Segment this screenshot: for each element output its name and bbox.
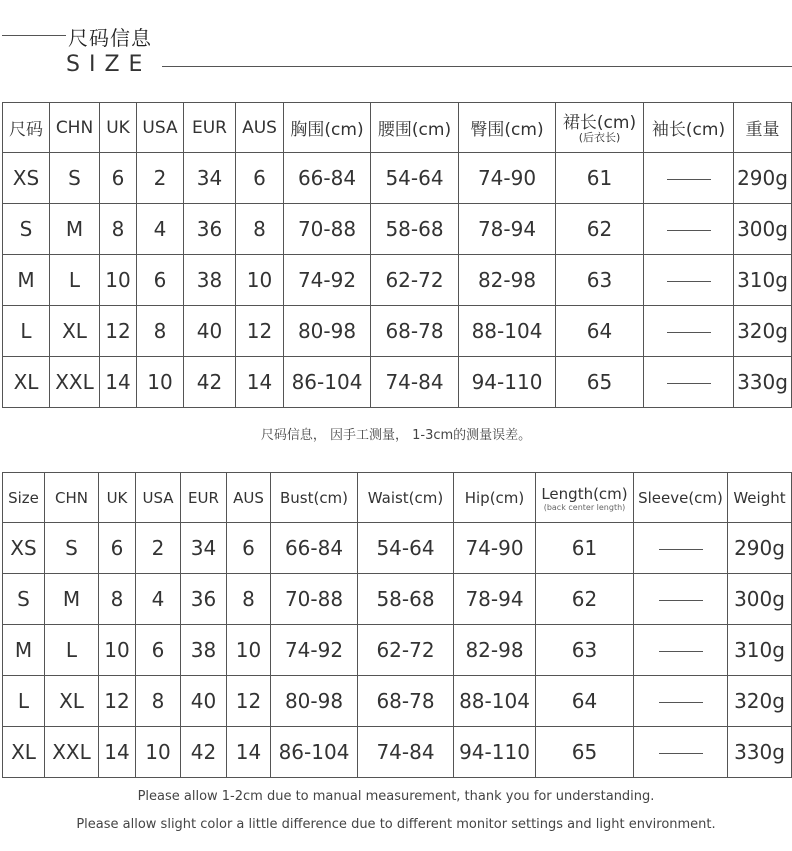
cell-bust: 70-88 bbox=[284, 204, 371, 255]
color-note-english: Please allow slight color a little difference due to different monitor settings and light environment. bbox=[76, 817, 716, 832]
cell-length: 63 bbox=[556, 255, 644, 306]
cell-chn: M bbox=[50, 204, 100, 255]
header-cell-hip: 臀围(cm) bbox=[459, 103, 556, 153]
cell-uk: 10 bbox=[100, 255, 137, 306]
cell-sleeve-empty bbox=[644, 306, 734, 357]
cell-bust: 86-104 bbox=[284, 357, 371, 408]
cell-size: XS bbox=[3, 523, 45, 574]
cell-weight: 320g bbox=[734, 306, 792, 357]
cell-aus: 6 bbox=[227, 523, 271, 574]
cell-chn: M bbox=[45, 574, 99, 625]
dash-divider bbox=[659, 753, 703, 754]
header-cell-uk: UK bbox=[100, 103, 137, 153]
cell-size: M bbox=[3, 255, 50, 306]
cell-uk: 12 bbox=[100, 306, 137, 357]
cell-sleeve-empty bbox=[644, 357, 734, 408]
cell-uk: 14 bbox=[100, 357, 137, 408]
header-divider-right bbox=[162, 66, 792, 67]
header-cell-bust: 胸围(cm) bbox=[284, 103, 371, 153]
header-cell-eur: EUR bbox=[181, 473, 227, 523]
cell-length: 61 bbox=[536, 523, 634, 574]
cell-usa: 4 bbox=[136, 574, 181, 625]
cell-waist: 62-72 bbox=[358, 625, 454, 676]
cell-eur: 38 bbox=[181, 625, 227, 676]
table-row bbox=[3, 625, 792, 676]
length-label: Length(cm) bbox=[541, 484, 628, 503]
cell-usa: 8 bbox=[136, 676, 181, 727]
table-row bbox=[3, 574, 792, 625]
cell-chn: L bbox=[45, 625, 99, 676]
cell-size: S bbox=[3, 574, 45, 625]
cell-hip: 94-110 bbox=[454, 727, 536, 778]
dash-divider bbox=[659, 651, 703, 652]
cell-uk: 8 bbox=[99, 574, 136, 625]
cell-aus: 14 bbox=[236, 357, 284, 408]
dash-divider bbox=[667, 281, 711, 282]
cell-aus: 8 bbox=[236, 204, 284, 255]
cell-eur: 40 bbox=[184, 306, 236, 357]
cell-waist: 68-78 bbox=[371, 306, 459, 357]
cell-hip: 94-110 bbox=[459, 357, 556, 408]
cell-size: XL bbox=[3, 357, 50, 408]
dash-divider bbox=[667, 179, 711, 180]
cell-aus: 6 bbox=[236, 153, 284, 204]
header-cell-eur: EUR bbox=[184, 103, 236, 153]
length-sublabel: (back center length) bbox=[543, 502, 626, 512]
cell-size: S bbox=[3, 204, 50, 255]
length-label: 裙长(cm) bbox=[562, 112, 637, 133]
table-row bbox=[3, 255, 792, 306]
cell-chn: XXL bbox=[50, 357, 100, 408]
table-row bbox=[3, 676, 792, 727]
cell-usa: 8 bbox=[137, 306, 184, 357]
cell-uk: 14 bbox=[99, 727, 136, 778]
table-row bbox=[3, 357, 792, 408]
table-header-row bbox=[3, 103, 792, 153]
header-cell-bust: Bust(cm) bbox=[271, 473, 358, 523]
cell-usa: 10 bbox=[136, 727, 181, 778]
cell-chn: XL bbox=[45, 676, 99, 727]
cell-size: XL bbox=[3, 727, 45, 778]
cell-sleeve-empty bbox=[634, 727, 728, 778]
cell-chn: S bbox=[50, 153, 100, 204]
cell-sleeve-empty bbox=[634, 523, 728, 574]
cell-usa: 6 bbox=[136, 625, 181, 676]
header-cell-sleeve: Sleeve(cm) bbox=[634, 473, 728, 523]
cell-weight: 330g bbox=[734, 357, 792, 408]
dash-divider bbox=[667, 332, 711, 333]
size-header bbox=[0, 0, 792, 90]
header-cell-weight: 重量 bbox=[734, 103, 792, 153]
table-body-chinese bbox=[3, 153, 792, 408]
header-cell-sleeve: 袖长(cm) bbox=[644, 103, 734, 153]
cell-waist: 54-64 bbox=[371, 153, 459, 204]
header-cell-size: Size bbox=[3, 473, 45, 523]
cell-sleeve-empty bbox=[634, 676, 728, 727]
cell-weight: 320g bbox=[728, 676, 792, 727]
header-cell-length bbox=[556, 103, 644, 153]
cell-bust: 80-98 bbox=[271, 676, 358, 727]
size-table-chinese bbox=[2, 102, 792, 408]
cell-hip: 88-104 bbox=[454, 676, 536, 727]
cell-sleeve-empty bbox=[644, 255, 734, 306]
header-cell-length bbox=[536, 473, 634, 523]
header-cell-hip: Hip(cm) bbox=[454, 473, 536, 523]
cell-chn: S bbox=[45, 523, 99, 574]
measurement-note-chinese: 尺码信息， 因手工测量， 1-3cm的测量误差。 bbox=[260, 428, 532, 443]
cell-eur: 42 bbox=[184, 357, 236, 408]
header-cell-uk: UK bbox=[99, 473, 136, 523]
cell-weight: 310g bbox=[728, 625, 792, 676]
cell-hip: 74-90 bbox=[459, 153, 556, 204]
cell-aus: 8 bbox=[227, 574, 271, 625]
cell-uk: 8 bbox=[100, 204, 137, 255]
cell-sleeve-empty bbox=[634, 625, 728, 676]
cell-aus: 14 bbox=[227, 727, 271, 778]
cell-uk: 6 bbox=[99, 523, 136, 574]
cell-usa: 2 bbox=[136, 523, 181, 574]
cell-weight: 290g bbox=[734, 153, 792, 204]
cell-size: XS bbox=[3, 153, 50, 204]
header-cell-aus: AUS bbox=[236, 103, 284, 153]
cell-uk: 6 bbox=[100, 153, 137, 204]
cell-aus: 12 bbox=[227, 676, 271, 727]
cell-usa: 2 bbox=[137, 153, 184, 204]
cell-uk: 10 bbox=[99, 625, 136, 676]
cell-eur: 42 bbox=[181, 727, 227, 778]
cell-eur: 40 bbox=[181, 676, 227, 727]
dash-divider bbox=[667, 383, 711, 384]
cell-usa: 6 bbox=[137, 255, 184, 306]
header-cell-aus: AUS bbox=[227, 473, 271, 523]
cell-weight: 300g bbox=[734, 204, 792, 255]
table-row bbox=[3, 523, 792, 574]
cell-eur: 34 bbox=[181, 523, 227, 574]
title-chinese: 尺码信息 bbox=[68, 26, 152, 50]
table-row bbox=[3, 204, 792, 255]
cell-hip: 82-98 bbox=[454, 625, 536, 676]
cell-uk: 12 bbox=[99, 676, 136, 727]
header-cell-chn: CHN bbox=[50, 103, 100, 153]
header-cell-waist: 腰围(cm) bbox=[371, 103, 459, 153]
cell-aus: 12 bbox=[236, 306, 284, 357]
header-cell-usa: USA bbox=[137, 103, 184, 153]
table-row bbox=[3, 153, 792, 204]
cell-weight: 290g bbox=[728, 523, 792, 574]
cell-weight: 310g bbox=[734, 255, 792, 306]
cell-hip: 78-94 bbox=[459, 204, 556, 255]
cell-sleeve-empty bbox=[644, 204, 734, 255]
table-row bbox=[3, 727, 792, 778]
cell-length: 65 bbox=[536, 727, 634, 778]
header-cell-chn: CHN bbox=[45, 473, 99, 523]
length-sublabel: (后衣长) bbox=[578, 130, 621, 144]
size-table-english bbox=[2, 472, 792, 778]
cell-length: 62 bbox=[556, 204, 644, 255]
cell-length: 61 bbox=[556, 153, 644, 204]
cell-waist: 62-72 bbox=[371, 255, 459, 306]
cell-hip: 78-94 bbox=[454, 574, 536, 625]
cell-chn: L bbox=[50, 255, 100, 306]
cell-length: 62 bbox=[536, 574, 634, 625]
cell-eur: 38 bbox=[184, 255, 236, 306]
table-body-english bbox=[3, 523, 792, 778]
header-divider-left bbox=[2, 35, 66, 36]
dash-divider bbox=[667, 230, 711, 231]
cell-waist: 54-64 bbox=[358, 523, 454, 574]
cell-waist: 68-78 bbox=[358, 676, 454, 727]
cell-hip: 74-90 bbox=[454, 523, 536, 574]
cell-eur: 36 bbox=[184, 204, 236, 255]
table-row bbox=[3, 306, 792, 357]
cell-usa: 10 bbox=[137, 357, 184, 408]
header-cell-waist: Waist(cm) bbox=[358, 473, 454, 523]
title-english: SIZE bbox=[66, 52, 152, 77]
dash-divider bbox=[659, 600, 703, 601]
cell-chn: XXL bbox=[45, 727, 99, 778]
cell-hip: 82-98 bbox=[459, 255, 556, 306]
cell-eur: 34 bbox=[184, 153, 236, 204]
cell-bust: 66-84 bbox=[271, 523, 358, 574]
cell-sleeve-empty bbox=[644, 153, 734, 204]
cell-bust: 86-104 bbox=[271, 727, 358, 778]
cell-length: 64 bbox=[536, 676, 634, 727]
table-header-row bbox=[3, 473, 792, 523]
cell-aus: 10 bbox=[236, 255, 284, 306]
header-cell-weight: Weight bbox=[728, 473, 792, 523]
cell-hip: 88-104 bbox=[459, 306, 556, 357]
cell-length: 65 bbox=[556, 357, 644, 408]
cell-length: 64 bbox=[556, 306, 644, 357]
cell-usa: 4 bbox=[137, 204, 184, 255]
cell-bust: 74-92 bbox=[271, 625, 358, 676]
cell-waist: 74-84 bbox=[358, 727, 454, 778]
cell-waist: 58-68 bbox=[371, 204, 459, 255]
cell-bust: 66-84 bbox=[284, 153, 371, 204]
header-cell-usa: USA bbox=[136, 473, 181, 523]
dash-divider bbox=[659, 549, 703, 550]
cell-sleeve-empty bbox=[634, 574, 728, 625]
cell-waist: 74-84 bbox=[371, 357, 459, 408]
cell-size: M bbox=[3, 625, 45, 676]
cell-size: L bbox=[3, 306, 50, 357]
cell-weight: 330g bbox=[728, 727, 792, 778]
cell-bust: 74-92 bbox=[284, 255, 371, 306]
cell-weight: 300g bbox=[728, 574, 792, 625]
cell-bust: 70-88 bbox=[271, 574, 358, 625]
cell-eur: 36 bbox=[181, 574, 227, 625]
header-cell-size: 尺码 bbox=[3, 103, 50, 153]
cell-bust: 80-98 bbox=[284, 306, 371, 357]
dash-divider bbox=[659, 702, 703, 703]
cell-length: 63 bbox=[536, 625, 634, 676]
cell-aus: 10 bbox=[227, 625, 271, 676]
cell-chn: XL bbox=[50, 306, 100, 357]
cell-size: L bbox=[3, 676, 45, 727]
measurement-note-english: Please allow 1-2cm due to manual measurement, thank you for understanding. bbox=[137, 789, 655, 804]
cell-waist: 58-68 bbox=[358, 574, 454, 625]
